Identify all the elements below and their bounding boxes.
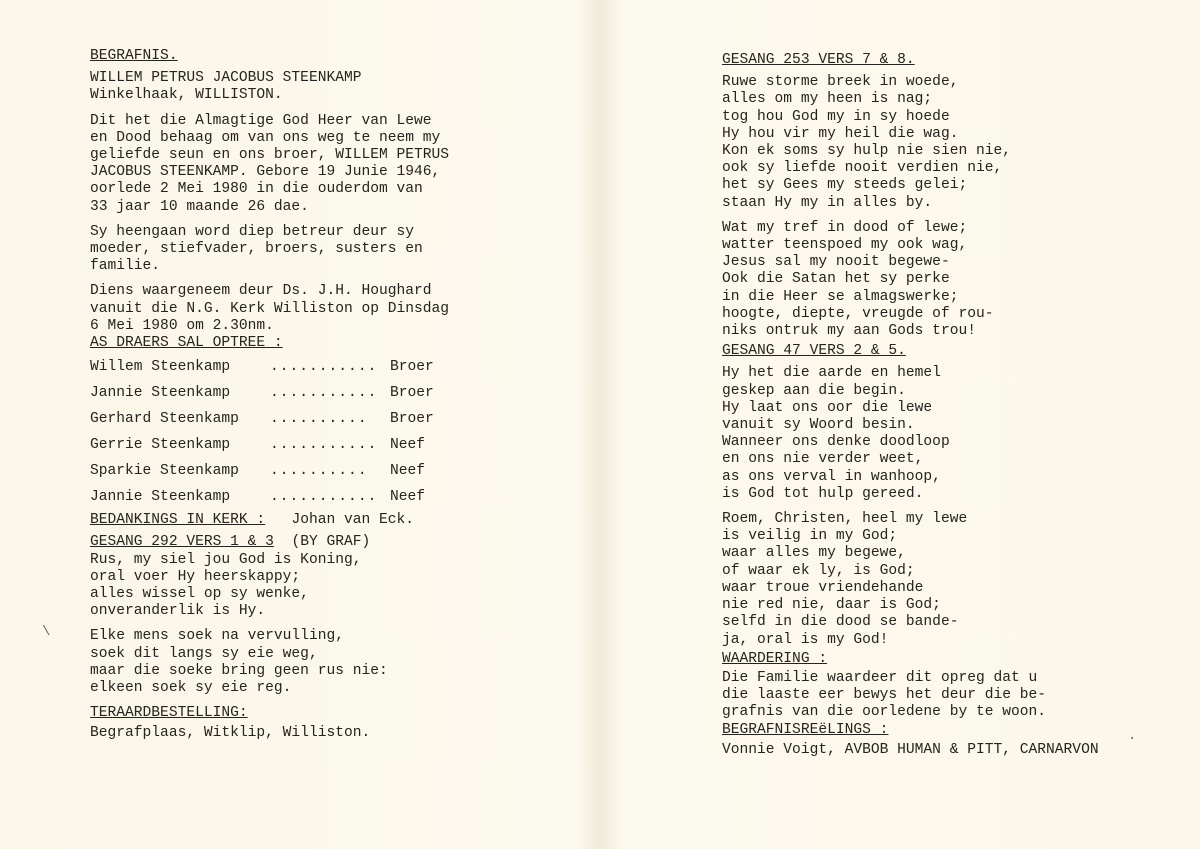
hymn-292-verse-2: Elke mens soek na vervulling, soek dit langs sy eie weg, maar die soeke bring geen rus nie: elkeen soek sy eie reg. [90,628,388,697]
burial-heading: TERAARDBESTELLING: [90,705,248,722]
right-page [722,52,1192,759]
margin-mark: . [1128,728,1137,744]
mourning-paragraph: Sy heengaan word diep betreur deur sy moeder, stiefvader, broers, susters en familie. [90,223,423,275]
list-item: Jannie Steenkamp ........... Broer [90,385,434,402]
list-item: Sparkie Steenkamp .......... Neef [90,463,426,480]
appreciation-paragraph: Die Familie waardeer dit opreg dat u die laaste eer bewys het deur die be- grafnis van die oorledene by te woon. [722,669,1047,721]
burial-place: Begrafplaas, Witklip, Williston. [90,725,371,742]
pallbearers-list [90,354,570,510]
margin-mark: \ [42,624,51,640]
pallbearers-heading: AS DRAERS SAL OPTREE : [90,335,283,352]
hymn-253-verse-7: Ruwe storme breek in woede, alles om my heen is nag; tog hou God my in sy hoede Hy hou vir my heil die wag. Kon ek soms sy hulp nie sien nie, ook sy liefde nooit verdien nie, het sy Gees my steeds gelei; staan Hy my in alles by. [722,74,1012,211]
list-item: Gerhard Steenkamp .......... Broer [90,411,434,428]
church-thanks: BEDANKINGS IN KERK : Johan van Eck. [90,512,415,529]
list-item: Gerrie Steenkamp ........... Neef [90,437,426,454]
hymn-292-verse-1: Rus, my siel jou God is Koning, oral voer Hy heerskappy; alles wissel op sy wenke, onveranderlik is Hy. [90,551,362,620]
hymn-47-verse-5: Roem, Christen, heel my lewe is veilig in my God; waar alles my begewe, of waar ek ly, is God; waar troue vriendehande nie red nie, daar is God; selfd in die dood se bande- ja, oral is my God! [722,511,968,648]
hymn-292-heading: GESANG 292 VERS 1 & 3 (BY GRAF) [90,534,371,551]
hymn-47-verse-2: Hy het die aarde en hemel geskep aan die begin. Hy laat ons oor die lewe vanuit sy Woord besin. Wanneer ons denke doodloop en ons nie verder weet, as ons verval in wanhoop, is God tot hulp gereed. [722,365,950,502]
service-paragraph: Diens waargeneem deur Ds. J.H. Houghard vanuit die N.G. Kerk Williston op Dinsdag 6 Mei 1980 om 2.30nm. [90,283,450,334]
appreciation-heading: WAARDERING : [722,650,828,667]
deceased-address: Winkelhaak, WILLISTON. [90,87,283,104]
list-item: Willem Steenkamp ........... Broer [90,359,434,376]
hymn-47-heading: GESANG 47 VERS 2 & 5. [722,343,906,360]
hymn-253-verse-8: Wat my tref in dood of lewe; watter teenspoed my ook wag, Jesus sal my nooit begewe- Ook die Satan het sy perke in die Heer se almagswerke; hoogte, diepte, vreugde of rou- niks ontruk my aan Gods trou! [722,219,994,340]
funeral-heading: BEGRAFNIS. [90,48,178,64]
left-page [90,48,570,743]
deceased-name: WILLEM PETRUS JACOBUS STEENKAMP [90,70,362,87]
arrangements-value: Vonnie Voigt, AVBOB HUMAN & PITT, CARNARVON [722,741,1099,758]
arrangements-heading: BEGRAFNISREëLINGS : [722,721,889,738]
announcement-paragraph: Dit het die Almagtige God Heer van Lewe en Dood behaag om van ons weg te neem my geliefde seun en ons broer, WILLEM PETRUS JACOBUS STEENKAMP. Gebore 19 Junie 1946, oorlede 2 Mei 1980 in die ouderdom van 33 jaar 10 maande 26 dae. [90,112,450,215]
hymn-253-heading: GESANG 253 VERS 7 & 8. [722,52,915,68]
list-item: Jannie Steenkamp ........... Neef [90,489,426,506]
